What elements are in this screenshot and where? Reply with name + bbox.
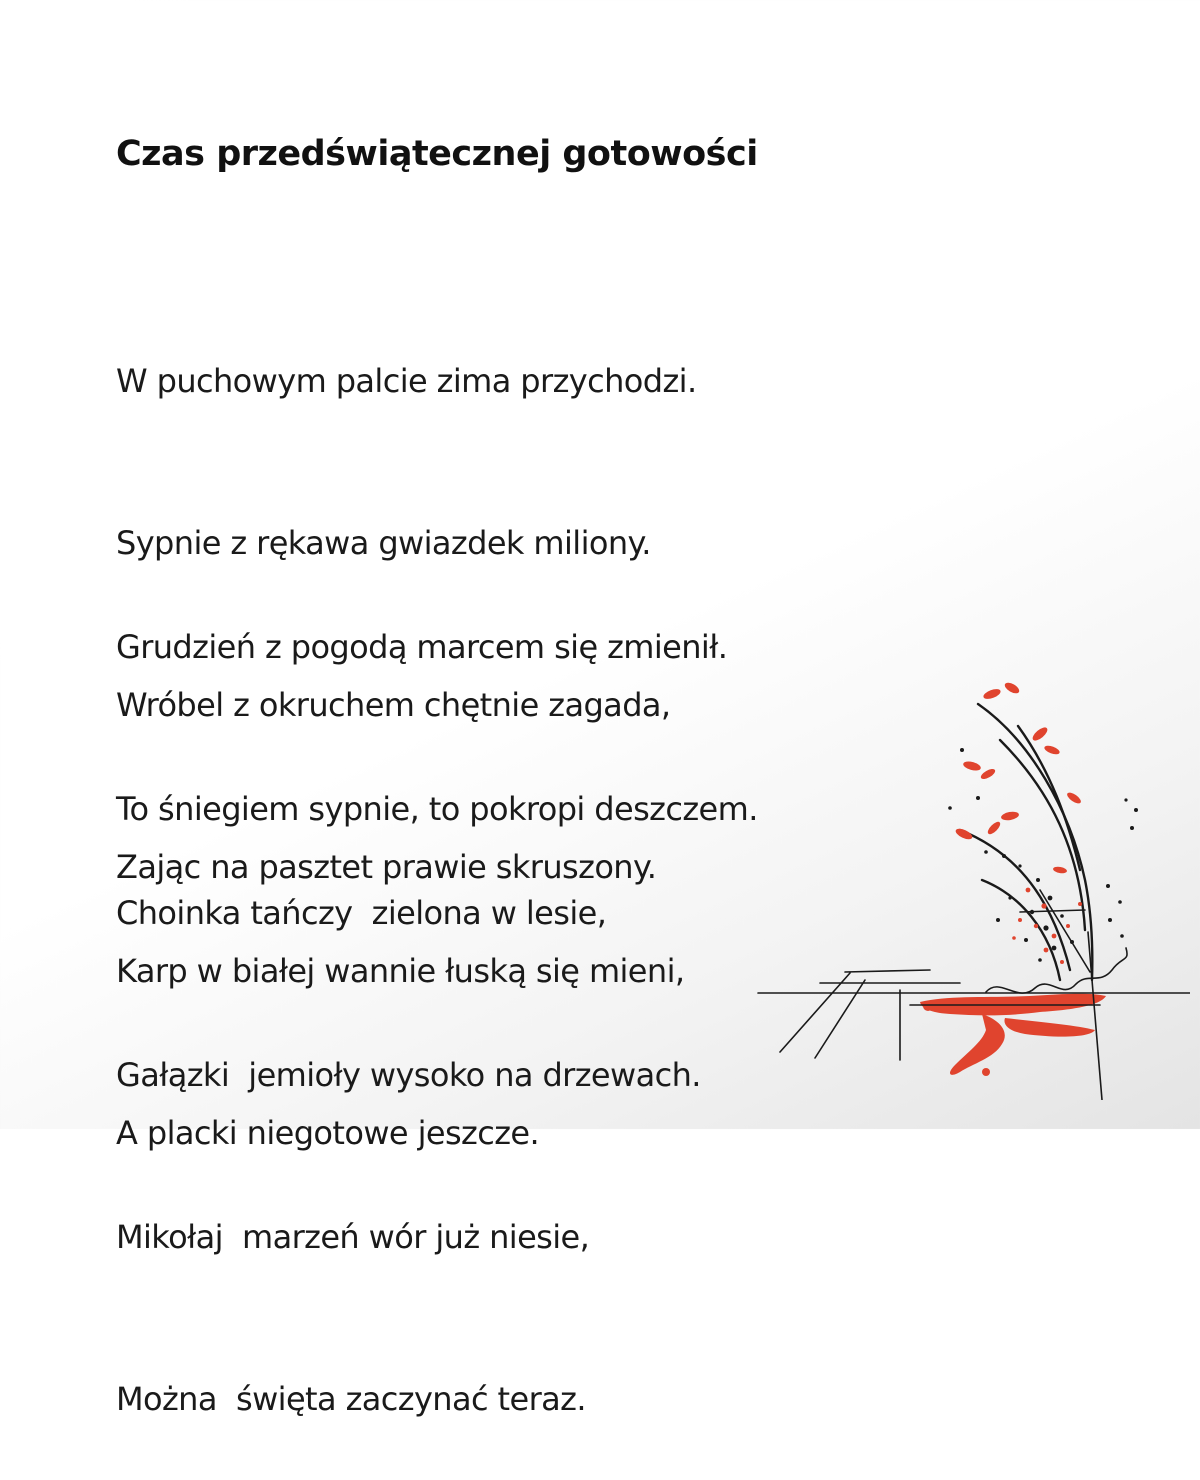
verse-line: Karp w białej wannie łuską się mieni, — [116, 952, 685, 990]
verse-line: Sypnie z rękawa gwiazdek miliony. — [116, 524, 651, 562]
poem-title: Czas przedświątecznej gotowości — [116, 134, 758, 174]
verse-line: Grudzień z pogodą marcem się zmienił. — [116, 628, 728, 666]
verse-line: Mikołaj marzeń wór już niesie, — [116, 1218, 590, 1256]
verse-line: Choinka tańczy zielona w lesie, — [116, 894, 607, 932]
verse-line: Gałązki jemioły wysoko na drzewach. — [116, 1056, 701, 1094]
red-leaves — [954, 681, 1082, 875]
verse-line: Wróbel z okruchem chętnie zagada, — [116, 686, 671, 724]
verse-line: Można święta zaczynać teraz. — [116, 1380, 586, 1418]
verse-line: Zając na pasztet prawie skruszony. — [116, 848, 657, 886]
red-splash — [920, 994, 1106, 1076]
verse-line: A placki niegotowe jeszcze. — [116, 1114, 540, 1152]
verse-line: W puchowym palcie zima przychodzi. — [116, 362, 697, 400]
winter-branch-illustration — [750, 680, 1190, 1100]
stanza-3 — [116, 778, 701, 1480]
verse-line: To śniegiem sypnie, to pokropi deszczem. — [116, 790, 758, 828]
sketch-lines — [758, 890, 1190, 1100]
